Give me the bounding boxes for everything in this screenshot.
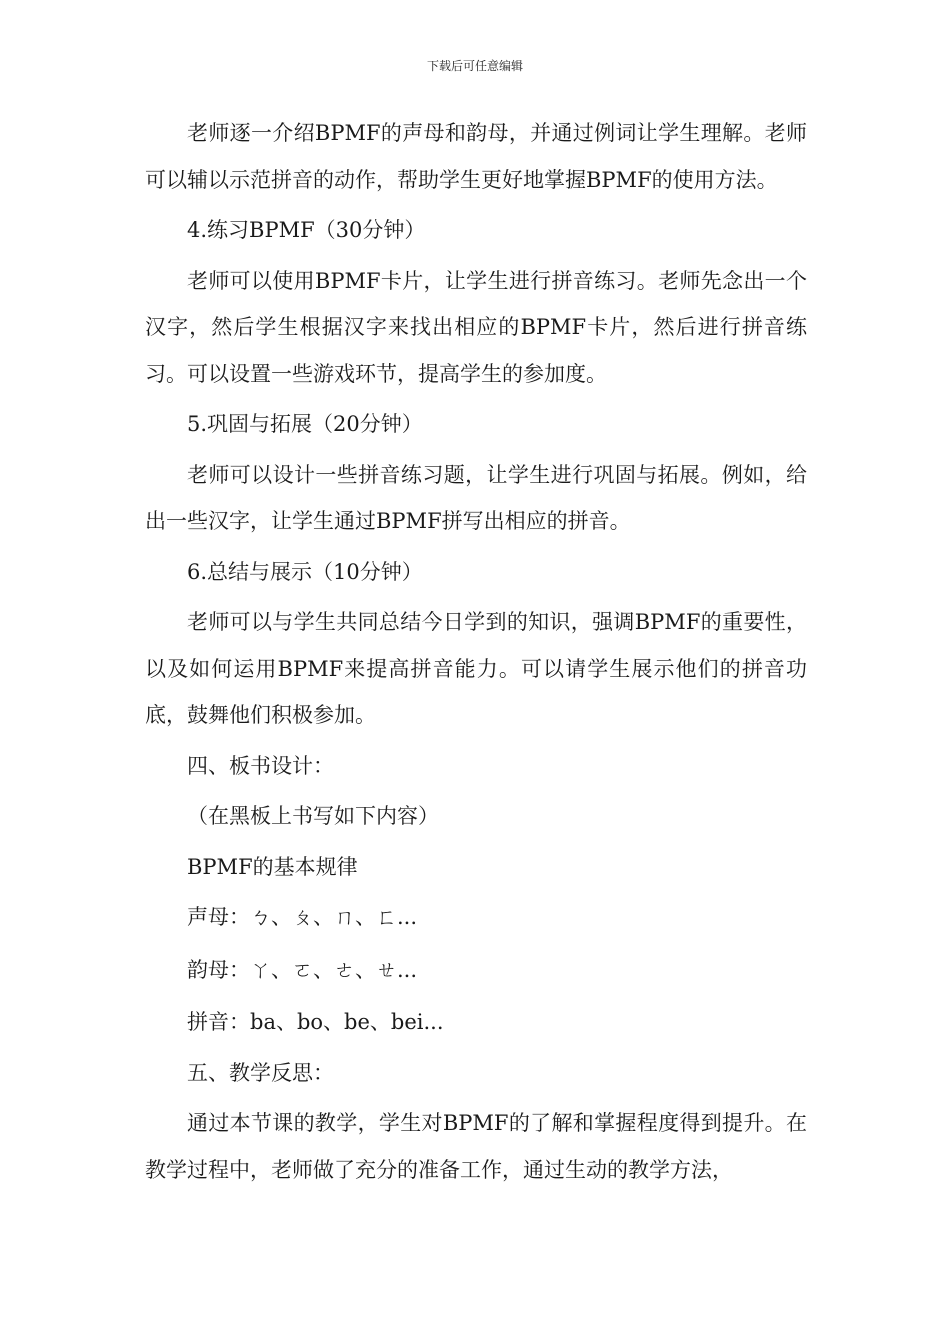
step-6-heading: 6.总结与展示（10分钟）	[187, 559, 423, 584]
board-finals: 韵母：ㄚ、ㄛ、ㄜ、ㄝ...	[187, 957, 418, 982]
paragraph-reflection: 通过本节课的教学，学生对BPMF的了解和掌握程度得到提升。在教学过程中，老师做了充分的准备工作，通过生动的教学方法，	[145, 1111, 807, 1182]
board-initials: 声母：ㄅ、ㄆ、ㄇ、ㄈ...	[187, 905, 418, 929]
board-title: BPMF的基本规律	[187, 854, 358, 879]
page-header: 下载后可任意编辑	[426, 59, 523, 73]
paragraph-intro-bpmf: 老师逐一介绍BPMF的声母和韵母，并通过例词让学生理解。老师可以辅以示范拼音的动作，帮助学生更好地掌握BPMF的使用方法。	[145, 121, 807, 192]
step-4-heading: 4.练习BPMF（30分钟）	[187, 218, 426, 242]
section-5-heading: 五、教学反思：	[187, 1060, 334, 1085]
paragraph-summary: 老师可以与学生共同总结今日学到的知识，强调BPMF的重要性，以及如何运用BPMF来提高拼音能力。可以请学生展示他们的拼音功底，鼓舞他们积极参加。	[145, 610, 807, 727]
paragraph-practice: 老师可以使用BPMF卡片，让学生进行拼音练习。老师先念出一个汉字，然后学生根据汉字来找出相应的BPMF卡片，然后进行拼音练习。可以设置一些游戏环节，提高学生的参加度。	[145, 268, 807, 386]
board-pinyin: 拼音：ba、bo、be、bei...	[187, 1010, 444, 1034]
paragraph-consolidate: 老师可以设计一些拼音练习题，让学生进行巩固与拓展。例如，给出一些汉字，让学生通过BPMF拼写出相应的拼音。	[145, 462, 807, 533]
board-note: （在黑板上书写如下内容）	[187, 804, 439, 828]
document-body	[145, 110, 807, 1197]
section-4-heading: 四、板书设计：	[187, 753, 334, 778]
step-5-heading: 5.巩固与拓展（20分钟）	[187, 412, 423, 436]
